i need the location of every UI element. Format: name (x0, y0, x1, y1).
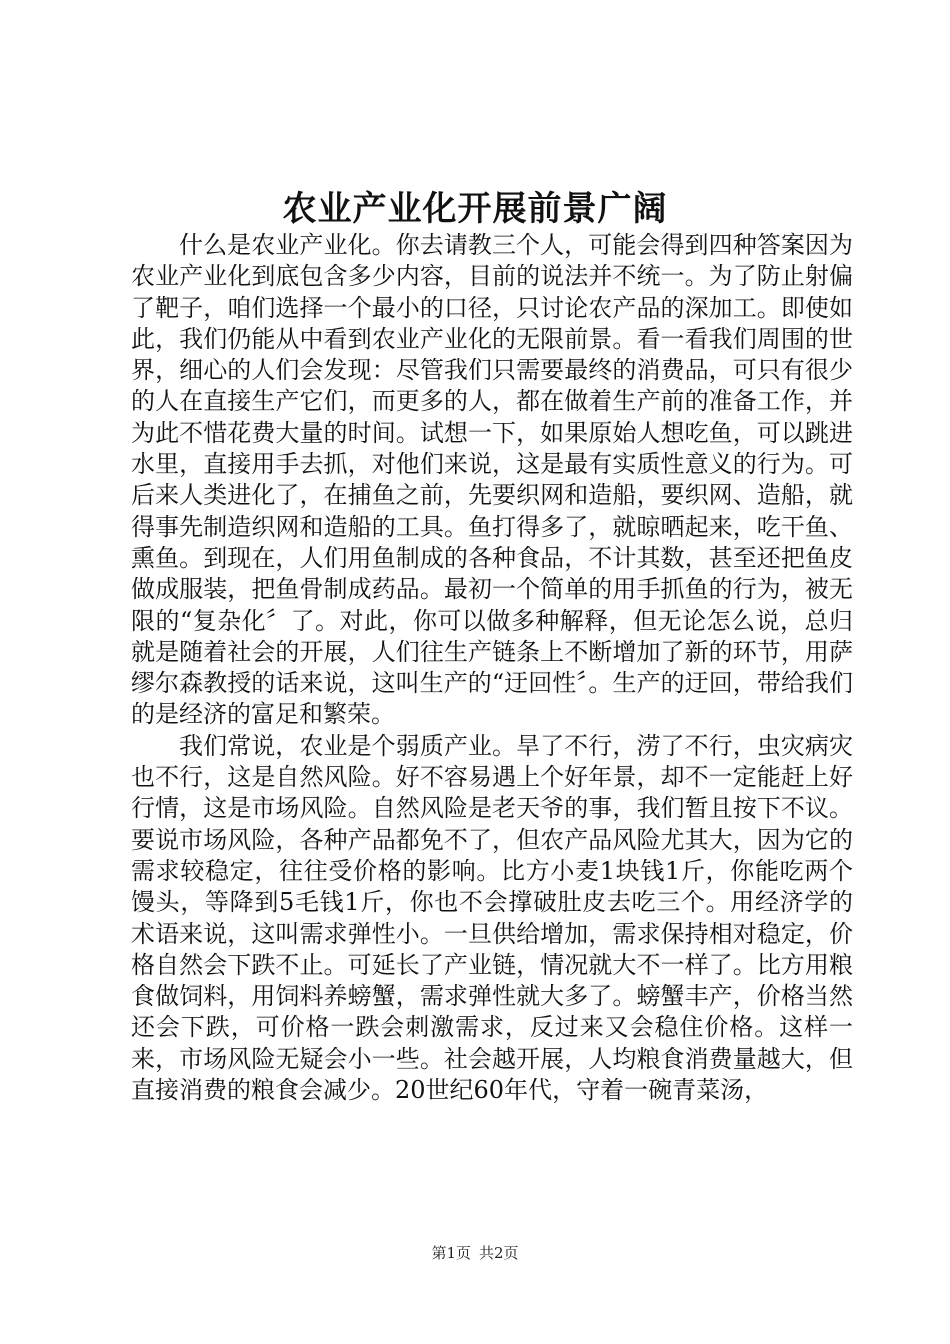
page-total: 共2页 (479, 1244, 519, 1262)
document-title: 农业产业化开展前景广阔 (282, 189, 668, 229)
document-body (131, 230, 853, 1106)
paragraph: 什么是农业产业化。你去请教三个人，可能会得到四种答案因为农业产业化到底包含多少内容，目前的说法并不统一。为了防止射偏了靶子，咱们选择一个最小的口径，只讨论农产品的深加工。即使如此，我们仍能从中看到农业产业化的无限前景。看一看我们周围的世界，细心的人们会发现：尽管我们只需要最终的消费品，可只有很少的人在直接生产它们，而更多的人，都在做着生产前的准备工作，并为此不惜花费大量的时间。试想一下，如果原始人想吃鱼，可以跳进水里，直接用手去抓，对他们来说，这是最有实质性意义的行为。可后来人类进化了，在捕鱼之前，先要织网和造船，要织网、造船，就得事先制造织网和造船的工具。鱼打得多了，就晾晒起来，吃干鱼、熏鱼。到现在，人们用鱼制成的各种食品，不计其数，甚至还把鱼皮做成服装，把鱼骨制成药品。最初一个简单的用手抓鱼的行为，被无限的“复杂化〞了。对此，你可以做多种解释，但无论怎么说，总归就是随着社会的开展，人们往生产链条上不断增加了新的环节，用萨缪尔森教授的话来说，这叫生产的“迂回性〞。生产的迂回，带给我们的是经济的富足和繁荣。 (131, 231, 853, 729)
paragraph: 我们常说，农业是个弱质产业。旱了不行，涝了不行，虫灾病灾也不行，这是自然风险。好不容易遇上个好年景，却不一定能赶上好行情，这是市场风险。自然风险是老天爷的事，我们暂且按下不议。要说市场风险，各种产品都免不了，但农产品风险尤其大，因为它的需求较稳定，往往受价格的影响。比方小麦1块钱1斤，你能吃两个馒头，等降到5毛钱1斤，你也不会撑破肚皮去吃三个。用经济学的术语来说，这叫需求弹性小。一旦供给增加，需求保持相对稳定，价格自然会下跌不止。可延长了产业链，情况就大不一样了。比方用粮食做饲料，用饲料养螃蟹，需求弹性就大多了。螃蟹丰产，价格当然还会下跌，可价格一跌会刺激需求，反过来又会稳住价格。这样一来，市场风险无疑会小一些。社会越开展，人均粮食消费量越大，但直接消费的粮食会减少。20世纪60年代，守着一碗青菜汤， (131, 731, 853, 1105)
page-footer (0, 1243, 950, 1263)
page-number: 第1页 (431, 1244, 471, 1262)
